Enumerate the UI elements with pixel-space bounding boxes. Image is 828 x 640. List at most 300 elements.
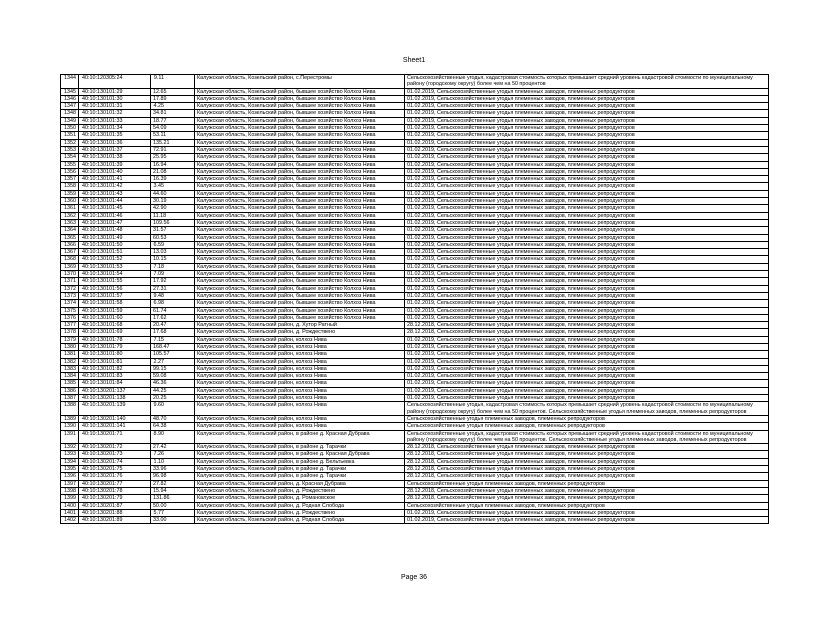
cadastral-number-cell: 40:10:130201:71 — [79, 430, 151, 444]
note-cell: 01.02.2019, Сельскохозяйственные угодья племенных заводов, племенных репродукторов — [405, 249, 769, 256]
row-number-cell: 1385 — [61, 380, 79, 387]
note-cell: 01.02.2019, Сельскохозяйственные угодья племенных заводов, племенных репродукторов — [405, 103, 769, 110]
table-row — [61, 117, 769, 124]
row-number-cell: 1390 — [61, 423, 79, 430]
address-cell: Калужская область, Козельский район, в районе д. Тарачки — [195, 444, 405, 451]
row-number-cell: 1355 — [61, 161, 79, 168]
cadastral-number-cell: 40:10:120305:24 — [79, 75, 151, 89]
area-cell: 33.96 — [151, 466, 195, 473]
cadastral-number-cell: 40:10:130201:74 — [79, 458, 151, 465]
note-cell: 01.02.2019, Сельскохозяйственные угодья племенных заводов, племенных репродукторов — [405, 125, 769, 132]
table-row — [61, 466, 769, 473]
table-row — [61, 430, 769, 444]
row-number-cell: 1375 — [61, 307, 79, 314]
address-cell: Калужская область, Козельский район, бывшее хозяйство Колхоз Нива — [195, 256, 405, 263]
note-cell: 28.12.2018, Сельскохозяйственные угодья племенных заводов, племенных репродукторов — [405, 458, 769, 465]
row-number-cell: 1400 — [61, 502, 79, 509]
address-cell: Калужская область, Козельский район, д. Родная Слобода — [195, 517, 405, 524]
area-cell: 7.18 — [151, 263, 195, 270]
note-cell: 01.02.2019, Сельскохозяйственные угодья племенных заводов, племенных репродукторов — [405, 139, 769, 146]
table-row — [61, 487, 769, 494]
table-row — [61, 322, 769, 329]
note-cell: 01.02.2019, Сельскохозяйственные угодья племенных заводов, племенных репродукторов — [405, 285, 769, 292]
cadastral-number-cell: 40:10:130101:50 — [79, 241, 151, 248]
note-cell: 01.02.2019, Сельскохозяйственные угодья племенных заводов, племенных репродукторов — [405, 343, 769, 350]
address-cell: Калужская область, Козельский район, бывшее хозяйство Колхоз Нива — [195, 285, 405, 292]
cadastral-number-cell: 40:10:130101:51 — [79, 249, 151, 256]
table-row — [61, 88, 769, 95]
cadastral-number-cell: 40:10:130201:140 — [79, 415, 151, 422]
area-cell: 72.91 — [151, 146, 195, 153]
table-row — [61, 125, 769, 132]
cadastral-number-cell: 40:10:130101:78 — [79, 336, 151, 343]
note-cell: 28.12.2018, Сельскохозяйственные угодья племенных заводов, племенных репродукторов — [405, 329, 769, 336]
area-cell: 9.48 — [151, 292, 195, 299]
row-number-cell: 1370 — [61, 271, 79, 278]
area-cell: 48.70 — [151, 415, 195, 422]
row-number-cell: 1353 — [61, 146, 79, 153]
cadastral-number-cell: 40:10:130101:60 — [79, 314, 151, 321]
table-row — [61, 495, 769, 502]
note-cell: 28.12.2018, Сельскохозяйственные угодья племенных заводов, племенных репродукторов — [405, 495, 769, 502]
cadastral-number-cell: 40:10:130201:88 — [79, 509, 151, 516]
cadastral-number-cell: 40:10:130101:57 — [79, 292, 151, 299]
address-cell: Калужская область, Козельский район, бывшее хозяйство Колхоз Нива — [195, 125, 405, 132]
note-cell: 01.02.2019, Сельскохозяйственные угодья племенных заводов, племенных репродукторов — [405, 110, 769, 117]
table-row — [61, 168, 769, 175]
area-cell: 46.36 — [151, 380, 195, 387]
row-number-cell: 1376 — [61, 314, 79, 321]
area-cell: 17.89 — [151, 95, 195, 102]
address-cell: Калужская область, Козельский район, бывшее хозяйство Колхоз Нива — [195, 132, 405, 139]
note-cell: 01.02.2019, Сельскохозяйственные угодья племенных заводов, племенных репродукторов — [405, 95, 769, 102]
row-number-cell: 1348 — [61, 110, 79, 117]
area-cell: 53.11 — [151, 132, 195, 139]
cadastral-number-cell: 40:10:130101:81 — [79, 358, 151, 365]
cadastral-number-cell: 40:10:130201:78 — [79, 487, 151, 494]
table-row — [61, 373, 769, 380]
area-cell: 10.15 — [151, 256, 195, 263]
cadastral-number-cell: 40:10:130101:59 — [79, 307, 151, 314]
cadastral-number-cell: 40:10:130101:56 — [79, 285, 151, 292]
cadastral-number-cell: 40:10:130101:29 — [79, 88, 151, 95]
cadastral-number-cell: 40:10:130101:46 — [79, 212, 151, 219]
row-number-cell: 1362 — [61, 212, 79, 219]
row-number-cell: 1357 — [61, 176, 79, 183]
area-cell: 2.27 — [151, 358, 195, 365]
area-cell: 42.90 — [151, 205, 195, 212]
area-cell: 7.09 — [151, 271, 195, 278]
row-number-cell: 1367 — [61, 249, 79, 256]
note-cell: 01.02.2019, Сельскохозяйственные угодья племенных заводов, племенных репродукторов — [405, 88, 769, 95]
note-cell: 01.02.2019, Сельскохозяйственные угодья племенных заводов, племенных репродукторов — [405, 198, 769, 205]
address-cell: Калужская область, Козельский район, бывшее хозяйство Колхоз Нива — [195, 198, 405, 205]
area-cell: 44.25 — [151, 387, 195, 394]
row-number-cell: 1384 — [61, 373, 79, 380]
note-cell: 28.12.2018, Сельскохозяйственные угодья племенных заводов, племенных репродукторов — [405, 466, 769, 473]
table-row — [61, 256, 769, 263]
address-cell: Калужская область, Козельский район, колхоз Нива — [195, 365, 405, 372]
row-number-cell: 1401 — [61, 509, 79, 516]
address-cell: Калужская область, Козельский район, бывшее хозяйство Колхоз Нива — [195, 212, 405, 219]
row-number-cell: 1383 — [61, 365, 79, 372]
row-number-cell: 1399 — [61, 495, 79, 502]
area-cell: 27.42 — [151, 444, 195, 451]
area-cell: 6.59 — [151, 241, 195, 248]
address-cell: Калужская область, Козельский район, д. Романовское — [195, 495, 405, 502]
note-cell: 01.02.2019, Сельскохозяйственные угодья племенных заводов, племенных репродукторов — [405, 168, 769, 175]
area-cell: 27.31 — [151, 285, 195, 292]
note-cell: 01.02.2019, Сельскохозяйственные угодья племенных заводов, племенных репродукторов — [405, 358, 769, 365]
table-row — [61, 458, 769, 465]
row-number-cell: 1368 — [61, 256, 79, 263]
area-cell: 21.08 — [151, 168, 195, 175]
table-row — [61, 161, 769, 168]
note-cell: 01.02.2019, Сельскохозяйственные угодья племенных заводов, племенных репродукторов — [405, 278, 769, 285]
row-number-cell: 1347 — [61, 103, 79, 110]
note-cell: Сельскохозяйственные угодья племенных заводов, племенных репродукторов — [405, 423, 769, 430]
area-cell: 17.68 — [151, 329, 195, 336]
area-cell: 7.26 — [151, 451, 195, 458]
note-cell: 01.02.2019, Сельскохозяйственные угодья племенных заводов, племенных репродукторов — [405, 336, 769, 343]
address-cell: Калужская область, Козельский район, колхоз Нива — [195, 351, 405, 358]
table-row — [61, 517, 769, 524]
table-row — [61, 190, 769, 197]
note-cell: 01.02.2019, Сельскохозяйственные угодья племенных заводов, племенных репродукторов — [405, 271, 769, 278]
note-cell: Сельскохозяйственные угодья, кадастровая стоимость которых превышает средний уровень кадастровой стоимости по муниципальному району (городскому округу) более чем на 50 процентов. Сельскохозяйственные угодья племенных заводов, племенных репродукторов — [405, 402, 769, 416]
area-cell: 44.60 — [151, 190, 195, 197]
address-cell: Калужская область, Козельский район, бывшее хозяйство Колхоз Нива — [195, 161, 405, 168]
table-row — [61, 380, 769, 387]
table-row — [61, 278, 769, 285]
cadastral-number-cell: 40:10:130101:58 — [79, 300, 151, 307]
cadastral-number-cell: 40:10:130101:53 — [79, 263, 151, 270]
note-cell: 01.02.2019, Сельскохозяйственные угодья племенных заводов, племенных репродукторов — [405, 387, 769, 394]
address-cell: Калужская область, Козельский район, колхоз Нива — [195, 387, 405, 394]
row-number-cell: 1354 — [61, 154, 79, 161]
table-row — [61, 365, 769, 372]
address-cell: Калужская область, Козельский район, колхоз Нива — [195, 336, 405, 343]
area-cell: 5.77 — [151, 509, 195, 516]
area-cell: 18.77 — [151, 117, 195, 124]
address-cell: Калужская область, Козельский район, в районе д. Красная Дубрава — [195, 430, 405, 444]
area-cell: 61.74 — [151, 307, 195, 314]
sheet-title: Sheet1 — [402, 57, 426, 64]
address-cell: Калужская область, Козельский район, бывшее хозяйство Колхоз Нива — [195, 249, 405, 256]
address-cell: Калужская область, Козельский район, бывшее хозяйство Колхоз Нива — [195, 168, 405, 175]
table-row — [61, 343, 769, 350]
table-row — [61, 198, 769, 205]
row-number-cell: 1373 — [61, 292, 79, 299]
cadastral-number-cell: 40:10:130101:39 — [79, 161, 151, 168]
note-cell: 01.02.2019, Сельскохозяйственные угодья племенных заводов, племенных репродукторов — [405, 300, 769, 307]
row-number-cell: 1396 — [61, 473, 79, 480]
area-cell: 27.82 — [151, 480, 195, 487]
note-cell: 01.02.2019, Сельскохозяйственные угодья племенных заводов, племенных репродукторов — [405, 241, 769, 248]
address-cell: Калужская область, Козельский район, бывшее хозяйство Колхоз Нива — [195, 307, 405, 314]
area-cell: 17.62 — [151, 314, 195, 321]
cadastral-number-cell: 40:10:130101:38 — [79, 154, 151, 161]
note-cell: 01.02.2019, Сельскохозяйственные угодья племенных заводов, племенных репродукторов — [405, 212, 769, 219]
table-row — [61, 292, 769, 299]
address-cell: Калужская область, Козельский район, колхоз Нива — [195, 423, 405, 430]
row-number-cell: 1352 — [61, 139, 79, 146]
address-cell: Калужская область, Козельский район, бывшее хозяйство Колхоз Нива — [195, 219, 405, 226]
area-cell: 4.25 — [151, 103, 195, 110]
note-cell: 28.12.2018, Сельскохозяйственные угодья племенных заводов, племенных репродукторов — [405, 473, 769, 480]
row-number-cell: 1388 — [61, 402, 79, 416]
area-cell: 33.00 — [151, 517, 195, 524]
row-number-cell: 1361 — [61, 205, 79, 212]
table-row — [61, 329, 769, 336]
area-cell: 11.18 — [151, 212, 195, 219]
area-cell: 16.39 — [151, 176, 195, 183]
note-cell: 01.02.2019, Сельскохозяйственные угодья племенных заводов, племенных репродукторов — [405, 256, 769, 263]
note-cell: 01.02.2019, Сельскохозяйственные угодья племенных заводов, племенных репродукторов — [405, 227, 769, 234]
area-cell: 8.90 — [151, 430, 195, 444]
address-cell: Калужская область, Козельский район, колхоз Нива — [195, 343, 405, 350]
note-cell: 01.02.2019, Сельскохозяйственные угодья племенных заводов, племенных репродукторов — [405, 205, 769, 212]
cadastral-number-cell: 40:10:130101:35 — [79, 132, 151, 139]
note-cell: 01.02.2019, Сельскохозяйственные угодья племенных заводов, племенных репродукторов — [405, 380, 769, 387]
address-cell: Калужская область, Козельский район, бывшее хозяйство Колхоз Нива — [195, 314, 405, 321]
area-cell: 3.45 — [151, 183, 195, 190]
table-row — [61, 103, 769, 110]
land-plots-table — [60, 74, 769, 524]
note-cell: 01.02.2019, Сельскохозяйственные угодья племенных заводов, племенных репродукторов — [405, 307, 769, 314]
row-number-cell: 1372 — [61, 285, 79, 292]
row-number-cell: 1358 — [61, 183, 79, 190]
row-number-cell: 1395 — [61, 466, 79, 473]
note-cell: 01.02.2019, Сельскохозяйственные угодья племенных заводов, племенных репродукторов — [405, 132, 769, 139]
address-cell: Калужская область, Козельский район, колхоз Нива — [195, 395, 405, 402]
cadastral-number-cell: 40:10:130101:52 — [79, 256, 151, 263]
address-cell: Калужская область, Козельский район, бывшее хозяйство Колхоз Нива — [195, 110, 405, 117]
table-row — [61, 307, 769, 314]
cadastral-number-cell: 40:10:130201:73 — [79, 451, 151, 458]
table-row — [61, 473, 769, 480]
table-row — [61, 132, 769, 139]
cadastral-number-cell: 40:10:130201:79 — [79, 495, 151, 502]
table-row — [61, 423, 769, 430]
table-row — [61, 395, 769, 402]
address-cell: Калужская область, Козельский район, бывшее хозяйство Колхоз Нива — [195, 300, 405, 307]
area-cell: 60.53 — [151, 234, 195, 241]
address-cell: Калужская область, Козельский район, бывшее хозяйство Колхоз Нива — [195, 205, 405, 212]
cadastral-number-cell: 40:10:130101:41 — [79, 176, 151, 183]
table-row — [61, 387, 769, 394]
cadastral-number-cell: 40:10:130101:69 — [79, 329, 151, 336]
row-number-cell: 1363 — [61, 219, 79, 226]
cadastral-number-cell: 40:10:130101:36 — [79, 139, 151, 146]
cadastral-number-cell: 40:10:130101:48 — [79, 227, 151, 234]
table-row — [61, 139, 769, 146]
row-number-cell: 1382 — [61, 358, 79, 365]
cadastral-number-cell: 40:10:130201:77 — [79, 480, 151, 487]
area-cell: 109.56 — [151, 219, 195, 226]
note-cell: 01.02.2019, Сельскохозяйственные угодья племенных заводов, племенных репродукторов — [405, 509, 769, 516]
cadastral-number-cell: 40:10:130201:87 — [79, 502, 151, 509]
cadastral-number-cell: 40:10:130201:141 — [79, 423, 151, 430]
table-row — [61, 314, 769, 321]
note-cell: 28.12.2018, Сельскохозяйственные угодья племенных заводов, племенных репродукторов — [405, 451, 769, 458]
area-cell: 30.19 — [151, 198, 195, 205]
cadastral-number-cell: 40:10:130101:34 — [79, 125, 151, 132]
address-cell: Калужская область, Козельский район, д. Рождествено — [195, 329, 405, 336]
note-cell: Сельскохозяйственные угодья, кадастровая стоимость которых превышает средний уровень кадастровой стоимости по муниципальному району (городскому округу) более чем на 50 процентов. Сельскохозяйственные угодья племенных заводов, племенных репродукторов — [405, 430, 769, 444]
note-cell: 01.02.2019, Сельскохозяйственные угодья племенных заводов, племенных репродукторов — [405, 395, 769, 402]
note-cell: 01.02.2019, Сельскохозяйственные угодья племенных заводов, племенных репродукторов — [405, 176, 769, 183]
area-cell: 31.57 — [151, 227, 195, 234]
address-cell: Калужская область, Козельский район, с.Перестромы — [195, 75, 405, 89]
note-cell: 01.02.2019, Сельскохозяйственные угодья племенных заводов, племенных репродукторов — [405, 161, 769, 168]
area-cell: 105.57 — [151, 351, 195, 358]
area-cell: 50.00 — [151, 502, 195, 509]
cadastral-number-cell: 40:10:130101:45 — [79, 205, 151, 212]
cadastral-number-cell: 40:10:130101:49 — [79, 234, 151, 241]
row-number-cell: 1356 — [61, 168, 79, 175]
cadastral-number-cell: 40:10:130101:68 — [79, 322, 151, 329]
address-cell: Калужская область, Козельский район, бывшее хозяйство Колхоз Нива — [195, 117, 405, 124]
row-number-cell: 1398 — [61, 487, 79, 494]
note-cell: Сельскохозяйственные угодья племенных заводов, племенных репродукторов — [405, 415, 769, 422]
row-number-cell: 1397 — [61, 480, 79, 487]
address-cell: Калужская область, Козельский район, д. Красная Дубрава — [195, 480, 405, 487]
table-row — [61, 480, 769, 487]
row-number-cell: 1402 — [61, 517, 79, 524]
address-cell: Калужская область, Козельский район, бывшее хозяйство Колхоз Нива — [195, 103, 405, 110]
row-number-cell: 1380 — [61, 343, 79, 350]
row-number-cell: 1392 — [61, 444, 79, 451]
address-cell: Калужская область, Козельский район, бывшее хозяйство Колхоз Нива — [195, 292, 405, 299]
address-cell: Калужская область, Козельский район, бывшее хозяйство Колхоз Нива — [195, 227, 405, 234]
row-number-cell: 1365 — [61, 234, 79, 241]
area-cell: 7.15 — [151, 336, 195, 343]
table-row — [61, 241, 769, 248]
table-row — [61, 146, 769, 153]
table-row — [61, 300, 769, 307]
address-cell: Калужская область, Козельский район, колхоз Нива — [195, 402, 405, 416]
note-cell: 01.02.2019, Сельскохозяйственные угодья племенных заводов, племенных репродукторов — [405, 314, 769, 321]
table-row — [61, 219, 769, 226]
cadastral-number-cell: 40:10:130101:42 — [79, 183, 151, 190]
address-cell: Калужская область, Козельский район, бывшее хозяйство Колхоз Нива — [195, 241, 405, 248]
note-cell: 01.02.2019, Сельскохозяйственные угодья племенных заводов, племенных репродукторов — [405, 146, 769, 153]
row-number-cell: 1391 — [61, 430, 79, 444]
row-number-cell: 1360 — [61, 198, 79, 205]
cadastral-number-cell: 40:10:130101:31 — [79, 103, 151, 110]
address-cell: Калужская область, Козельский район, в районе д. Красная Дубрава — [195, 451, 405, 458]
area-cell: 12.65 — [151, 88, 195, 95]
address-cell: Калужская область, Козельский район, в районе д. Тарачки — [195, 466, 405, 473]
table-row — [61, 509, 769, 516]
address-cell: Калужская область, Козельский район, д. Рождествено — [195, 509, 405, 516]
table-body — [61, 75, 769, 524]
table-row — [61, 227, 769, 234]
table-row — [61, 285, 769, 292]
row-number-cell: 1364 — [61, 227, 79, 234]
area-cell: 15.94 — [151, 487, 195, 494]
row-number-cell: 1346 — [61, 95, 79, 102]
row-number-cell: 1369 — [61, 263, 79, 270]
area-cell: 131.86 — [151, 495, 195, 502]
table-row — [61, 176, 769, 183]
table-row — [61, 75, 769, 89]
note-cell: 01.02.2019, Сельскохозяйственные угодья племенных заводов, племенных репродукторов — [405, 365, 769, 372]
note-cell: 01.02.2019, Сельскохозяйственные угодья племенных заводов, племенных репродукторов — [405, 292, 769, 299]
address-cell: Калужская область, Козельский район, бывшее хозяйство Колхоз Нива — [195, 95, 405, 102]
note-cell: 01.02.2019, Сельскохозяйственные угодья племенных заводов, племенных репродукторов — [405, 117, 769, 124]
table-row — [61, 183, 769, 190]
cadastral-number-cell: 40:10:130101:79 — [79, 343, 151, 350]
area-cell: 96.98 — [151, 473, 195, 480]
address-cell: Калужская область, Козельский район, колхоз Нива — [195, 358, 405, 365]
address-cell: Калужская область, Козельский район, д. Родная Слобода — [195, 502, 405, 509]
cadastral-number-cell: 40:10:130101:84 — [79, 380, 151, 387]
cadastral-number-cell: 40:10:130201:75 — [79, 466, 151, 473]
note-cell: Сельскохозяйственные угодья племенных заводов, племенных репродукторов — [405, 502, 769, 509]
table-row — [61, 263, 769, 270]
area-cell: 9.60 — [151, 402, 195, 416]
area-cell: 20.25 — [151, 395, 195, 402]
cadastral-number-cell: 40:10:130201:138 — [79, 395, 151, 402]
area-cell: 25.95 — [151, 154, 195, 161]
note-cell: 28.12.2018, Сельскохозяйственные угодья племенных заводов, племенных репродукторов — [405, 322, 769, 329]
area-cell: 17.92 — [151, 278, 195, 285]
address-cell: Калужская область, Козельский район, колхоз Нива — [195, 373, 405, 380]
table-row — [61, 212, 769, 219]
table-row — [61, 205, 769, 212]
address-cell: Калужская область, Козельский район, бывшее хозяйство Колхоз Нива — [195, 234, 405, 241]
row-number-cell: 1359 — [61, 190, 79, 197]
table-row — [61, 358, 769, 365]
row-number-cell: 1386 — [61, 387, 79, 394]
address-cell: Калужская область, Козельский район, бывшее хозяйство Колхоз Нива — [195, 183, 405, 190]
address-cell: Калужская область, Козельский район, д. Рождествено — [195, 487, 405, 494]
cadastral-number-cell: 40:10:130101:82 — [79, 365, 151, 372]
cadastral-number-cell: 40:10:130201:89 — [79, 517, 151, 524]
table-row — [61, 415, 769, 422]
table-row — [61, 502, 769, 509]
area-cell: 99.15 — [151, 365, 195, 372]
address-cell: Калужская область, Козельский район, д. Хутор Ратный — [195, 322, 405, 329]
page-number: Page 36 — [400, 574, 428, 581]
address-cell: Калужская область, Козельский район, в районе д. Бельтьевка — [195, 458, 405, 465]
cadastral-number-cell: 40:10:130201:139 — [79, 402, 151, 416]
address-cell: Калужская область, Козельский район, бывшее хозяйство Колхоз Нива — [195, 263, 405, 270]
cadastral-number-cell: 40:10:130101:33 — [79, 117, 151, 124]
table-row — [61, 402, 769, 416]
note-cell: 01.02.2019, Сельскохозяйственные угодья племенных заводов, племенных репродукторов — [405, 190, 769, 197]
note-cell: 28.12.2018, Сельскохозяйственные угодья племенных заводов, племенных репродукторов — [405, 444, 769, 451]
area-cell: 6.98 — [151, 300, 195, 307]
row-number-cell: 1379 — [61, 336, 79, 343]
note-cell: 01.02.2019, Сельскохозяйственные угодья племенных заводов, племенных репродукторов — [405, 234, 769, 241]
address-cell: Калужская область, Козельский район, бывшее хозяйство Колхоз Нива — [195, 146, 405, 153]
table-row — [61, 249, 769, 256]
area-cell: 13.03 — [151, 249, 195, 256]
table-row — [61, 351, 769, 358]
cadastral-number-cell: 40:10:130101:83 — [79, 373, 151, 380]
cadastral-number-cell: 40:10:130101:47 — [79, 219, 151, 226]
note-cell: 01.02.2019, Сельскохозяйственные угодья племенных заводов, племенных репродукторов — [405, 351, 769, 358]
row-number-cell: 1393 — [61, 451, 79, 458]
table-row — [61, 444, 769, 451]
cadastral-number-cell: 40:10:130101:55 — [79, 278, 151, 285]
note-cell: 28.12.2018, Сельскохозяйственные угодья племенных заводов, племенных репродукторов — [405, 487, 769, 494]
note-cell: 01.02.2019, Сельскохозяйственные угодья племенных заводов, племенных репродукторов — [405, 183, 769, 190]
address-cell: Калужская область, Козельский район, колхоз Нива — [195, 380, 405, 387]
